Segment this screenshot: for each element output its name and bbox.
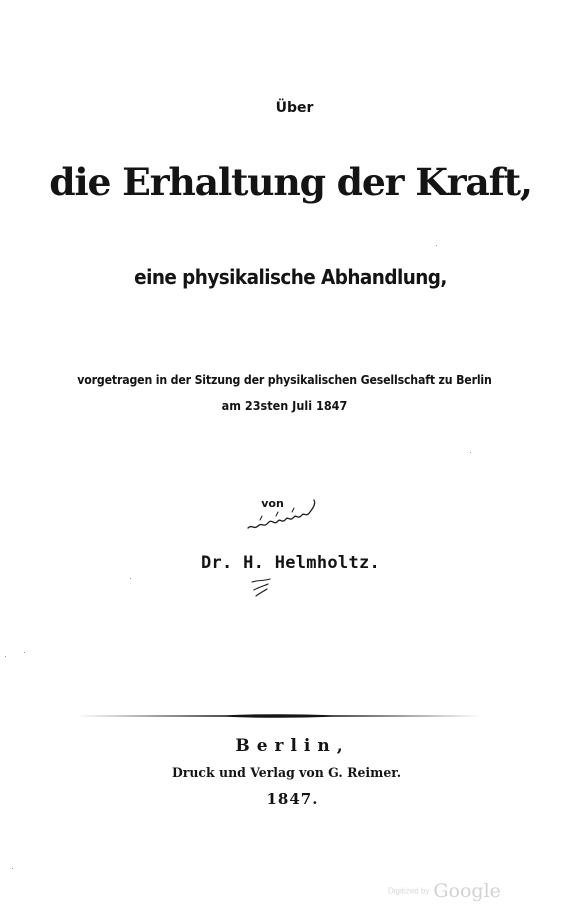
watermark-brand: Google [433,880,501,902]
author-name: Dr. H. Helmholtz. [200,553,381,573]
watermark-prefix: Digitized by [388,886,430,896]
book-title: die Erhaltung der Kraft, [49,160,532,204]
paper-speck [5,656,6,657]
title-preposition: Über [275,100,314,116]
paper-speck [12,868,13,869]
handwritten-underline-mark [250,576,274,598]
digitized-watermark [388,880,518,904]
handwritten-annotation [246,496,322,536]
paper-speck [24,652,25,653]
author-preposition: von [261,497,284,510]
paper-speck [436,245,437,246]
imprint-city: Berlin, [235,736,350,756]
lecture-note-line-2: am 23sten Juli 1847 [221,398,348,413]
imprint-publisher: Druck und Verlag von G. Reimer. [171,766,402,781]
paper-speck [130,578,131,579]
book-subtitle: eine physikalische Abhandlung, [134,265,447,289]
imprint-year: 1847. [266,790,319,808]
paper-speck [470,452,471,453]
lecture-note-line-1: vorgetragen in der Sitzung der physikalischen Gesellschaft zu Berlin [77,372,492,387]
ornamental-rule [76,712,482,720]
